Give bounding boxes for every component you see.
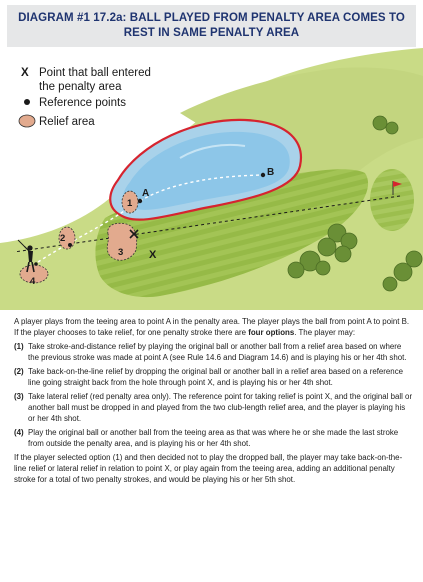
legend-x-label-line2: the penalty area — [39, 81, 122, 93]
option-number: (1) — [14, 342, 24, 351]
putting-green — [370, 169, 414, 231]
explanation-text — [14, 316, 414, 485]
intro-paragraph — [14, 316, 414, 338]
reference-point-2 — [68, 243, 72, 247]
option-number: (2) — [14, 367, 24, 376]
intro-text-1: A player plays from the teeing area to point A in the penalty area. The player plays the ball from point A to point B. If the player chooses to take relief, for one penalty stroke there are — [14, 317, 410, 337]
title-line-1: DIAGRAM #1 17.2a: BALL PLAYED FROM PENALTY AREA COMES TO — [18, 12, 405, 24]
option-text: Take stroke-and-distance relief by playing the original ball or another ball from a relief area based on where the previous stroke was made at point A (see Rule 14.6 and Diagram 14.6) and is playing his or her 4th shot. — [28, 342, 407, 362]
option-2 — [14, 366, 414, 388]
relief-label-4: 4 — [30, 276, 36, 287]
label-A: A — [142, 188, 150, 199]
reference-point-4 — [34, 262, 38, 266]
legend-relief-swatch — [19, 115, 35, 127]
legend-x-label-line1: Point that ball entered — [39, 67, 151, 79]
relief-label-3: 3 — [118, 247, 124, 258]
option-number: (3) — [14, 392, 24, 401]
reference-point-A — [138, 199, 142, 203]
option-text: Take back-on-the-line relief by dropping the original ball or another ball in a relief area based on a reference line going straight back from the hole through point X, and is playing his or her 4th shot. — [28, 367, 404, 387]
option-number: (4) — [14, 428, 24, 437]
legend-relief-label: Relief area — [39, 116, 95, 128]
legend-ref-dot — [24, 99, 30, 105]
title-line-2: REST IN SAME PENALTY AREA — [123, 27, 300, 39]
option-3 — [14, 391, 414, 424]
option-1 — [14, 341, 414, 363]
golf-hole-diagram — [0, 48, 423, 310]
legend — [19, 67, 151, 128]
legend-ref-label: Reference points — [39, 97, 126, 109]
intro-bold: four options — [248, 328, 295, 337]
label-X: X — [149, 249, 157, 261]
intro-text-2: . The player may: — [294, 328, 356, 337]
title-bar — [7, 5, 416, 47]
reference-point-B — [261, 173, 265, 177]
relief-label-2: 2 — [60, 233, 66, 244]
option-text: Play the original ball or another ball from the teeing area as that was where he or she made the last stroke from outside the penalty area, and is playing his or her 4th shot. — [28, 428, 399, 448]
option-4 — [14, 427, 414, 449]
relief-label-1: 1 — [127, 198, 133, 209]
closing-paragraph: If the player selected option (1) and then decided not to play the dropped ball, the player may take back-on-the-line relief or lateral relief in relation to point X, or play again from the teeing area, adding an additional penalty stroke for a total of two penalty strokes, and would be playing his or her 5th shot. — [14, 453, 403, 484]
label-B: B — [267, 167, 275, 178]
legend-x-symbol: X — [21, 67, 29, 79]
option-text: Take lateral relief (red penalty area only). The reference point for taking relief is point X, and the original ball or another ball must be dropped in and played from the two club-length relief area, and the player is playing his or her 4th shot. — [28, 392, 413, 423]
